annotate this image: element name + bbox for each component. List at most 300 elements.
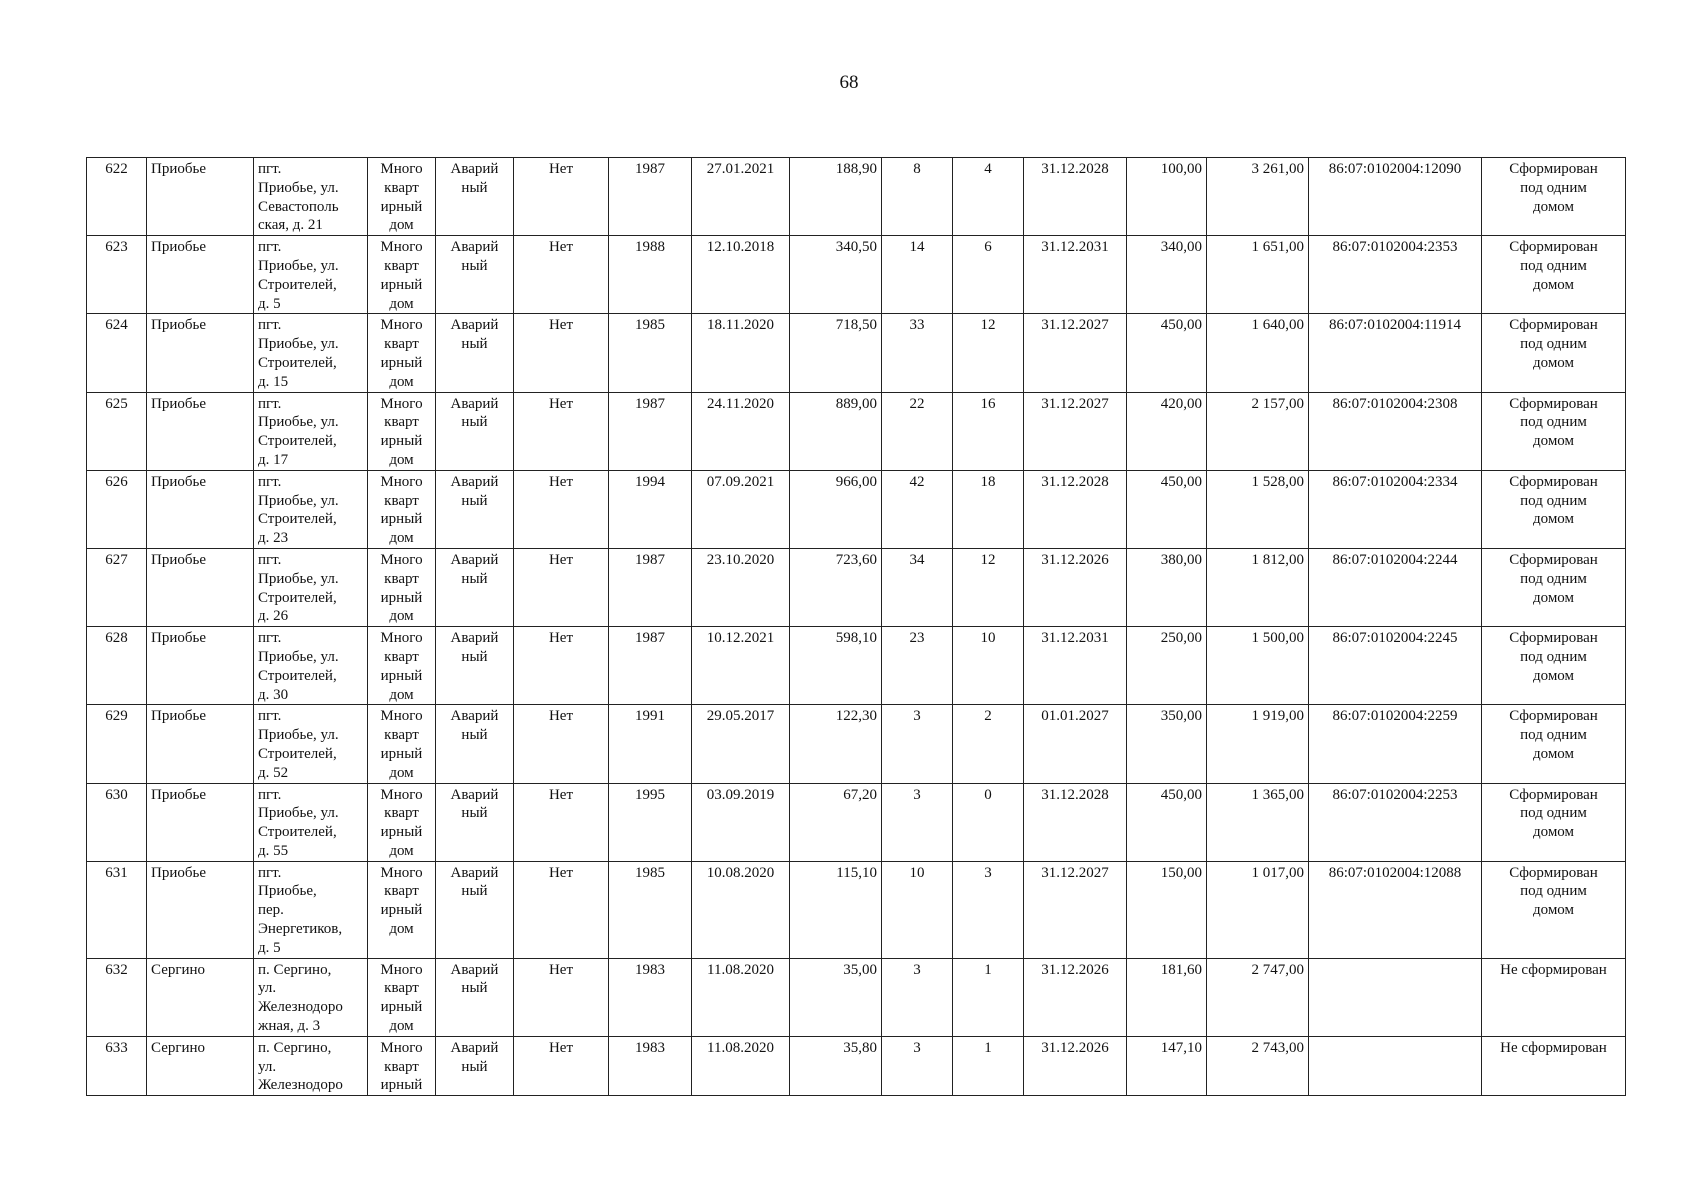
building-type-line: ирный [380,745,423,762]
flag: Нет [514,627,609,705]
building-type-line: кварт [384,414,419,431]
building-type-line: кварт [384,336,419,353]
condition-line: ный [461,414,488,431]
value-b: 1 812,00 [1207,548,1309,626]
recognition-date: 11.08.2020 [692,958,790,1036]
count-b: 6 [953,236,1024,314]
land-status-line: под одним [1520,648,1587,665]
table-row [87,236,1626,314]
address-line: Строителей, [258,824,337,841]
area: 115,10 [790,861,882,958]
building-type-line: Много [380,708,423,725]
building-type-line: Много [380,1039,423,1056]
condition-line: Аварий [450,161,499,177]
building-type [368,470,436,548]
address-line: Приобье, ул. [258,727,339,744]
land-status-line: Сформирован [1509,395,1598,412]
cadastral-number: 86:07:0102004:2334 [1309,470,1482,548]
condition-line: Аварий [450,708,499,725]
land-status [1482,236,1626,314]
count-b: 16 [953,392,1024,470]
address-line: Железнодоро [258,1077,343,1094]
address-line: д. 15 [258,373,289,390]
count-b: 0 [953,783,1024,861]
value-a: 450,00 [1127,314,1207,392]
table-row [87,314,1626,392]
row-number: 624 [87,314,147,392]
value-b: 1 640,00 [1207,314,1309,392]
condition-line: Аварий [450,473,499,490]
count-b: 2 [953,705,1024,783]
value-b: 1 500,00 [1207,627,1309,705]
value-b: 1 651,00 [1207,236,1309,314]
recognition-date: 29.05.2017 [692,705,790,783]
year-built: 1987 [609,392,692,470]
address-line: Приобье, ул. [258,648,339,665]
deadline-date: 31.12.2026 [1024,958,1127,1036]
building-type-line: дом [389,921,414,938]
land-status [1482,158,1626,236]
count-a: 23 [882,627,953,705]
land-status-line: домом [1532,902,1575,919]
row-number: 629 [87,705,147,783]
area: 889,00 [790,392,882,470]
year-built: 1983 [609,958,692,1036]
building-type-line: Много [380,864,423,881]
building-type [368,705,436,783]
count-b: 10 [953,627,1024,705]
condition [436,1036,514,1095]
building-type-line: ирный [380,198,423,215]
count-a: 42 [882,470,953,548]
address [254,1036,368,1095]
row-number: 627 [87,548,147,626]
count-a: 3 [882,958,953,1036]
value-a: 250,00 [1127,627,1207,705]
land-status-line: Не сформирован [1500,961,1607,978]
locality: Приобье [147,470,254,548]
address [254,392,368,470]
count-b: 4 [953,158,1024,236]
recognition-date: 07.09.2021 [692,470,790,548]
building-type-line: дом [389,530,414,547]
condition-line: ный [461,1058,488,1075]
address-line: Приобье, ул. [258,179,339,196]
building-type-line: ирный [380,354,423,371]
recognition-date: 24.11.2020 [692,392,790,470]
locality: Приобье [147,861,254,958]
building-type [368,627,436,705]
address-line: Строителей, [258,433,337,450]
building-type-line: Много [380,473,423,490]
recognition-date: 23.10.2020 [692,548,790,626]
land-status-line: домом [1532,667,1575,684]
area: 966,00 [790,470,882,548]
value-a: 340,00 [1127,236,1207,314]
land-status-line: под одним [1520,883,1587,900]
building-type-line: ирный [380,589,423,606]
year-built: 1994 [609,470,692,548]
locality: Приобье [147,314,254,392]
address-line: Энергетиков, [258,921,343,938]
land-status-line: домом [1532,745,1575,762]
building-type-line: Много [380,961,423,978]
land-status [1482,548,1626,626]
address-line: д. 17 [258,451,289,468]
land-status-line: домом [1532,589,1575,606]
flag: Нет [514,236,609,314]
condition [436,158,514,236]
area: 723,60 [790,548,882,626]
condition-line: Аварий [450,864,499,881]
land-status-line: Сформирован [1509,551,1598,568]
row-number: 633 [87,1036,147,1095]
table-row [87,548,1626,626]
count-b: 18 [953,470,1024,548]
count-b: 3 [953,861,1024,958]
building-type-line: ирный [380,511,423,528]
address-line: ул. [258,980,277,997]
address-line: ул. [258,1058,277,1075]
building-type-line: Много [380,786,423,803]
value-a: 147,10 [1127,1036,1207,1095]
address [254,861,368,958]
address-line: пер. [258,902,284,919]
deadline-date: 31.12.2028 [1024,158,1127,236]
value-a: 181,60 [1127,958,1207,1036]
locality: Приобье [147,236,254,314]
deadline-date: 31.12.2027 [1024,392,1127,470]
condition [436,783,514,861]
table-row [87,705,1626,783]
cadastral-number: 86:07:0102004:12088 [1309,861,1482,958]
value-b: 1 017,00 [1207,861,1309,958]
flag: Нет [514,158,609,236]
address-line: пгт. [258,317,282,334]
flag: Нет [514,314,609,392]
count-b: 12 [953,548,1024,626]
address-line: жная, д. 3 [258,1018,321,1035]
recognition-date: 10.08.2020 [692,861,790,958]
land-status-line: Сформирован [1509,239,1598,256]
land-status-line: под одним [1520,257,1587,274]
building-type [368,236,436,314]
address [254,158,368,236]
count-a: 33 [882,314,953,392]
locality: Приобье [147,705,254,783]
address-line: пгт. [258,239,282,256]
locality: Приобье [147,158,254,236]
deadline-date: 31.12.2028 [1024,470,1127,548]
year-built: 1985 [609,861,692,958]
row-number: 623 [87,236,147,314]
address-line: пгт. [258,395,282,412]
value-a: 150,00 [1127,861,1207,958]
land-status-line: домом [1532,511,1575,528]
land-status-line: Сформирован [1509,161,1598,177]
address-line: пгт. [258,473,282,490]
year-built: 1987 [609,158,692,236]
building-type [368,783,436,861]
land-status [1482,627,1626,705]
locality: Приобье [147,392,254,470]
land-status-line: под одним [1520,179,1587,196]
flag: Нет [514,548,609,626]
condition-line: Аварий [450,239,499,256]
deadline-date: 31.12.2031 [1024,236,1127,314]
address-line: Приобье, ул. [258,414,339,431]
condition [436,470,514,548]
building-type-line: кварт [384,980,419,997]
building-type-line: Много [380,161,423,177]
locality: Приобье [147,548,254,626]
recognition-date: 18.11.2020 [692,314,790,392]
condition-line: ный [461,336,488,353]
condition-line: ный [461,980,488,997]
condition-line: Аварий [450,551,499,568]
year-built: 1985 [609,314,692,392]
land-status [1482,705,1626,783]
land-status-line: Сформирован [1509,630,1598,647]
condition-line: ный [461,492,488,509]
value-a: 420,00 [1127,392,1207,470]
building-type-line: Много [380,317,423,334]
land-status-line: под одним [1520,492,1587,509]
locality: Сергино [147,1036,254,1095]
address-line: Приобье, [258,883,317,900]
building-type-line: дом [389,373,414,390]
condition-line: Аварий [450,630,499,647]
land-status-line: Сформирован [1509,864,1598,881]
address [254,236,368,314]
building-type-line: Много [380,395,423,412]
building-type-line: дом [389,451,414,468]
area: 718,50 [790,314,882,392]
land-status-line: Сформирован [1509,317,1598,334]
cadastral-number: 86:07:0102004:2244 [1309,548,1482,626]
land-status [1482,470,1626,548]
address-line: Приобье, ул. [258,570,339,587]
locality: Приобье [147,783,254,861]
flag: Нет [514,392,609,470]
condition-line: Аварий [450,395,499,412]
land-status-line: Сформирован [1509,473,1598,490]
address-line: Строителей, [258,667,337,684]
value-a: 450,00 [1127,470,1207,548]
locality: Сергино [147,958,254,1036]
count-a: 8 [882,158,953,236]
value-b: 1 365,00 [1207,783,1309,861]
address-line: Строителей, [258,354,337,371]
count-a: 34 [882,548,953,626]
cadastral-number: 86:07:0102004:2353 [1309,236,1482,314]
count-a: 10 [882,861,953,958]
building-type-line: дом [389,764,414,781]
building-type [368,958,436,1036]
year-built: 1983 [609,1036,692,1095]
area: 35,00 [790,958,882,1036]
building-type-line: ирный [380,276,423,293]
land-status [1482,314,1626,392]
address-line: д. 5 [258,939,281,956]
cadastral-number: 86:07:0102004:2245 [1309,627,1482,705]
building-type [368,548,436,626]
building-type-line: ирный [380,999,423,1016]
building-type [368,158,436,236]
address-line: Приобье, ул. [258,336,339,353]
address-line: пгт. [258,786,282,803]
building-type [368,1036,436,1095]
table-row [87,470,1626,548]
registry-body [87,158,1626,1096]
area: 188,90 [790,158,882,236]
address-line: д. 26 [258,608,289,625]
building-type-line: дом [389,295,414,312]
condition-line: ный [461,883,488,900]
land-status [1482,861,1626,958]
address-line: Железнодоро [258,999,343,1016]
deadline-date: 31.12.2026 [1024,1036,1127,1095]
address-line: д. 23 [258,530,289,547]
land-status-line: Сформирован [1509,708,1598,725]
cadastral-number [1309,958,1482,1036]
building-type-line: дом [389,1018,414,1035]
value-a: 450,00 [1127,783,1207,861]
address [254,783,368,861]
count-a: 14 [882,236,953,314]
value-a: 100,00 [1127,158,1207,236]
land-status [1482,1036,1626,1095]
land-status-line: Сформирован [1509,786,1598,803]
area: 340,50 [790,236,882,314]
flag: Нет [514,1036,609,1095]
condition [436,861,514,958]
page-number: 68 [839,72,859,93]
address-line: Строителей, [258,589,337,606]
condition-line: Аварий [450,786,499,803]
row-number: 626 [87,470,147,548]
land-status-line: под одним [1520,336,1587,353]
row-number: 631 [87,861,147,958]
land-status-line: под одним [1520,727,1587,744]
address-line: пгт. [258,630,282,647]
address-line: п. Сергино, [258,961,332,978]
count-a: 3 [882,705,953,783]
table-row [87,392,1626,470]
flag: Нет [514,861,609,958]
address-line: ская, д. 21 [258,217,323,234]
deadline-date: 31.12.2027 [1024,314,1127,392]
address [254,548,368,626]
address-line: Приобье, ул. [258,492,339,509]
building-type [368,314,436,392]
address-line: д. 5 [258,295,281,312]
row-number: 625 [87,392,147,470]
locality: Приобье [147,627,254,705]
land-status-line: домом [1532,824,1575,841]
count-b: 1 [953,958,1024,1036]
land-status-line: домом [1532,198,1575,215]
cadastral-number: 86:07:0102004:2308 [1309,392,1482,470]
condition [436,627,514,705]
building-type-line: кварт [384,257,419,274]
building-type-line: дом [389,608,414,625]
building-type-line: ирный [380,824,423,841]
count-a: 3 [882,1036,953,1095]
recognition-date: 11.08.2020 [692,1036,790,1095]
building-type-line: дом [389,842,414,859]
address-line: Строителей, [258,276,337,293]
year-built: 1987 [609,548,692,626]
condition [436,705,514,783]
address-line: Приобье, ул. [258,805,339,822]
row-number: 630 [87,783,147,861]
land-status-line: под одним [1520,414,1587,431]
address-line: п. Сергино, [258,1039,332,1056]
land-status-line: под одним [1520,805,1587,822]
condition [436,548,514,626]
cadastral-number: 86:07:0102004:11914 [1309,314,1482,392]
land-status-line: домом [1532,276,1575,293]
address-line: Строителей, [258,745,337,762]
building-type-line: ирный [380,433,423,450]
flag: Нет [514,705,609,783]
condition-line: ный [461,727,488,744]
building-type-line: кварт [384,648,419,665]
table-row [87,958,1626,1036]
condition [436,314,514,392]
value-b: 3 261,00 [1207,158,1309,236]
condition [436,958,514,1036]
value-b: 2 743,00 [1207,1036,1309,1095]
land-status [1482,392,1626,470]
building-type-line: кварт [384,805,419,822]
value-b: 2 747,00 [1207,958,1309,1036]
count-a: 22 [882,392,953,470]
count-b: 12 [953,314,1024,392]
address-line: Строителей, [258,511,337,528]
land-status-line: под одним [1520,570,1587,587]
building-type-line: Много [380,630,423,647]
address [254,314,368,392]
flag: Нет [514,470,609,548]
area: 67,20 [790,783,882,861]
address-line: Севастополь [258,198,339,215]
address-line: пгт. [258,551,282,568]
flag: Нет [514,783,609,861]
area: 598,10 [790,627,882,705]
row-number: 628 [87,627,147,705]
cadastral-number: 86:07:0102004:2259 [1309,705,1482,783]
housing-registry-table [86,157,1626,1096]
value-a: 380,00 [1127,548,1207,626]
building-type-line: Много [380,551,423,568]
cadastral-number: 86:07:0102004:12090 [1309,158,1482,236]
deadline-date: 31.12.2026 [1024,548,1127,626]
land-status [1482,783,1626,861]
condition-line: ный [461,179,488,196]
table-row [87,1036,1626,1095]
address [254,958,368,1036]
deadline-date: 01.01.2027 [1024,705,1127,783]
building-type-line: кварт [384,570,419,587]
value-a: 350,00 [1127,705,1207,783]
address-line: Приобье, ул. [258,257,339,274]
condition [436,392,514,470]
condition-line: Аварий [450,961,499,978]
condition-line: Аварий [450,317,499,334]
deadline-date: 31.12.2028 [1024,783,1127,861]
